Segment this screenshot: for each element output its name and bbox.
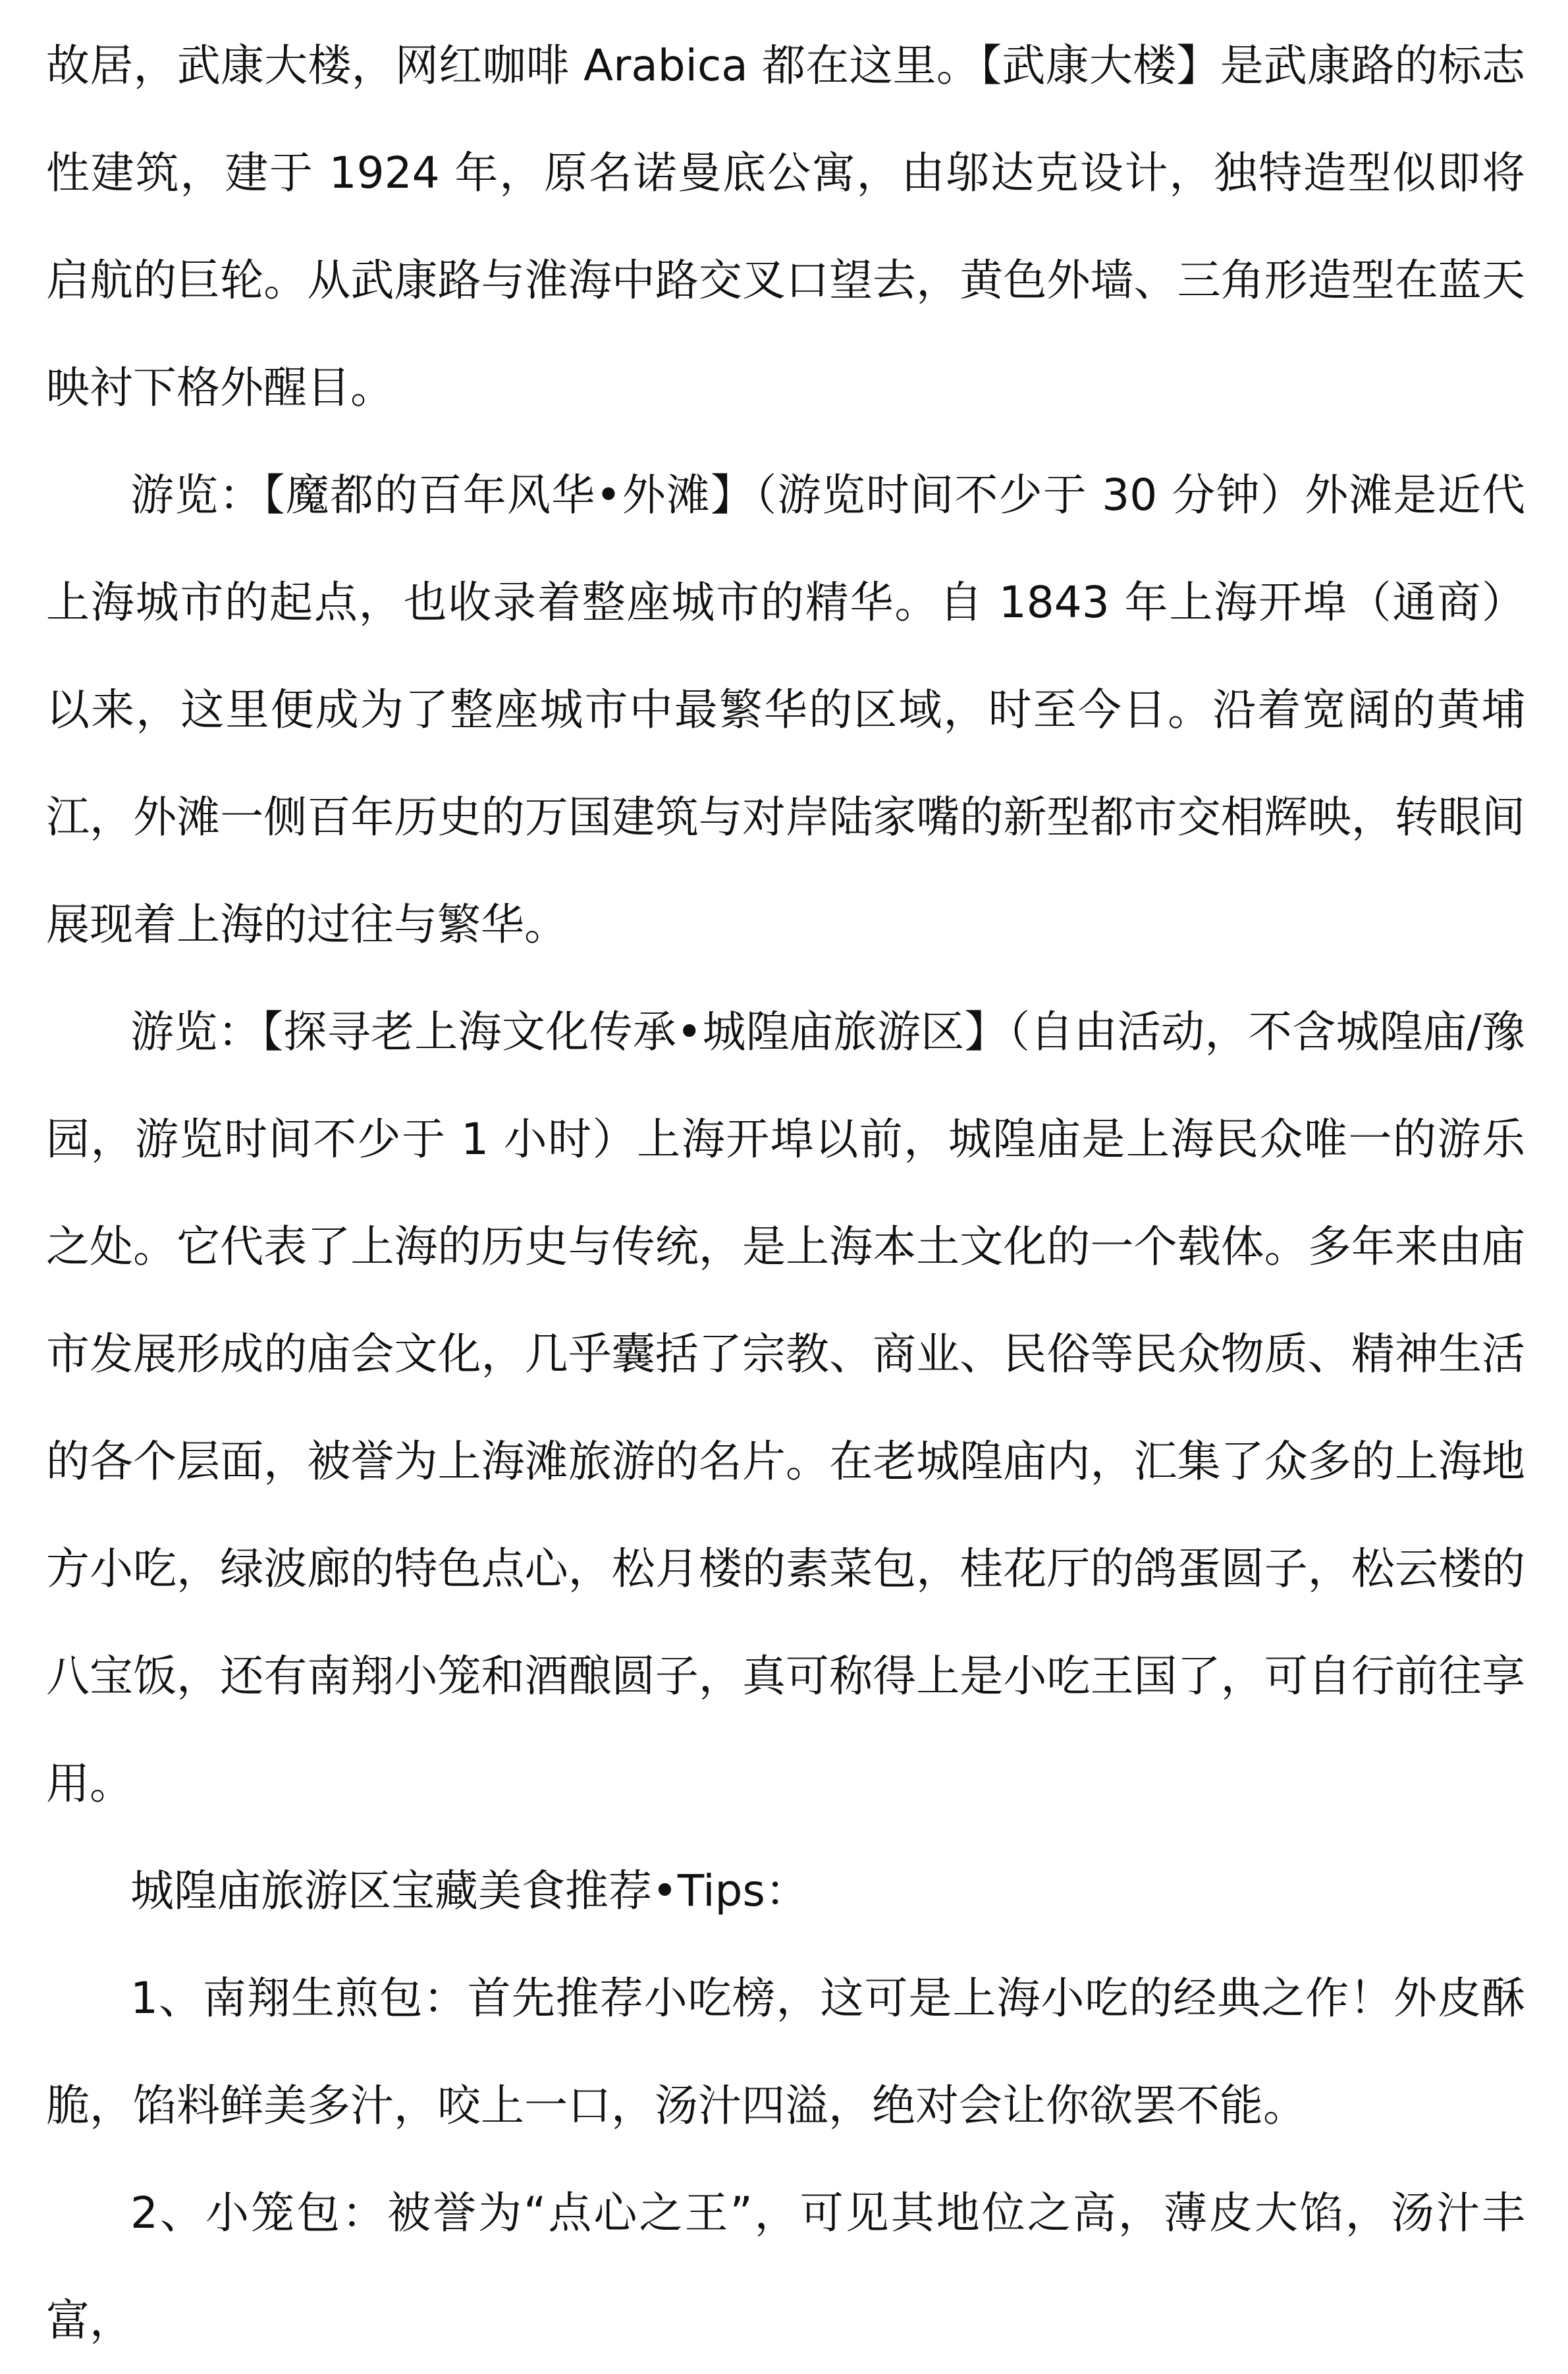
paragraph-city-god-temple: 游览：【探寻老上海文化传承•城隍庙旅游区】（自由活动，不含城隍庙/豫园，游览时间不少于 1 小时）上海开埠以前，城隍庙是上海民众唯一的游乐之处。它代表了上海的历史与传统，是上海本土文化的一个载体。多年来由庙市发展形成的庙会文化，几乎囊括了宗教、商业、民俗等民众物质、精神生活的各个层面，被誉为上海滩旅游的名片。在老城隍庙内，汇集了众多的上海地方小吃，绿波廊的特色点心，松月楼的素菜包，桂花厅的鸽蛋圆子，松云楼的八宝饭，还有南翔小笼和酒酿圆子，真可称得上是小吃王国了，可自行前往享用。: [46, 1007, 1525, 1809]
document-body: [46, 12, 1525, 2374]
paragraph-food-tips-heading: 城隍庙旅游区宝藏美食推荐•Tips：: [130, 1865, 809, 1916]
paragraph-wukang-building: 故居，武康大楼，网红咖啡 Arabica 都在这里。【武康大楼】是武康路的标志性建筑，建于 1924 年，原名诺曼底公寓，由邬达克设计，独特造型似即将启航的巨轮。从武康路与淮海中路交叉口望去，黄色外墙、三角形造型在蓝天映衬下格外醒目。: [46, 40, 1525, 413]
paragraph-the-bund: 游览：【魔都的百年风华•外滩】（游览时间不少于 30 分钟）外滩是近代上海城市的起点，也收录着整座城市的精华。自 1843 年上海开埠（通商）以来，这里便成为了整座城市中最繁华的区域，时至今日。沿着宽阔的黄埔江，外滩一侧百年历史的万国建筑与对岸陆家嘴的新型都市交相辉映，转眼间展现着上海的过往与繁华。: [46, 470, 1525, 950]
paragraph-tip-shengjian: 1、南翔生煎包：首先推荐小吃榜，这可是上海小吃的经典之作！外皮酥脆，馅料鲜美多汁，咬上一口，汤汁四溢，绝对会让你欲罢不能。: [46, 1973, 1525, 2131]
paragraph-tip-xiaolongbao: 2、小笼包：被誉为“点心之王”，可见其地位之高，薄皮大馅，汤汁丰富，: [46, 2188, 1525, 2346]
